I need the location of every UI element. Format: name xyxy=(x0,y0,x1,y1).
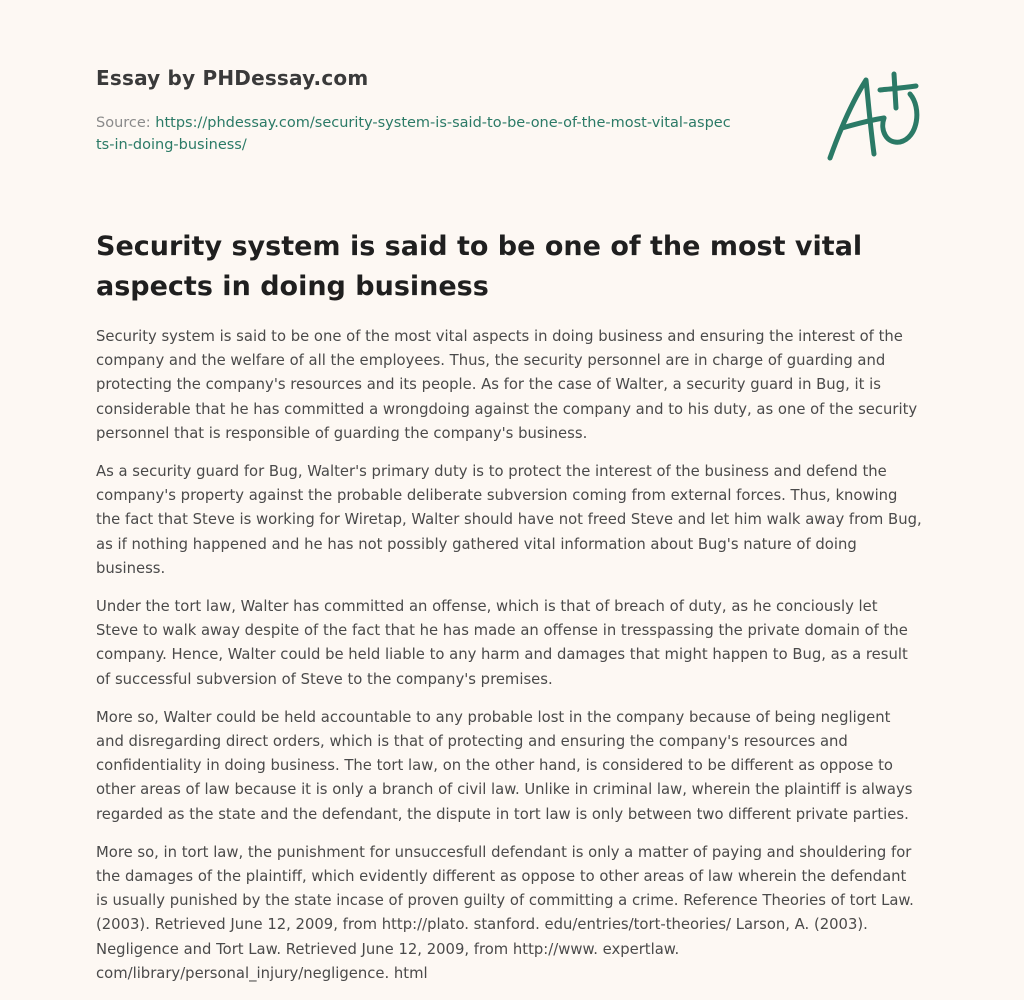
essay-body xyxy=(96,325,922,1000)
essay-paragraph: More so, in tort law, the punishment for unsuccesfull defendant is only a matter of paying and shouldering for the damages of the plaintiff, which evidently different as oppose to other areas of law wherein the defendant is usually punished by the state incase of proven guilty of committing a crime. Reference Theories of tort Law. (2003). Retrieved June 12, 2009, from http://plato. stanford. edu/entries/tort-theories/ Larson, A. (2003). Negligence and Tort Law. Retrieved June 12, 2009, from http://www. expertlaw. com/library/personal_injury/negligence. html xyxy=(96,843,914,982)
essay-paragraph: Under the tort law, Walter has committed an offense, which is that of breach of duty, as he conciously let Steve to walk away despite of the fact that he has made an offense in tresspassing the private domain of the company. Hence, Walter could be held liable to any harm and damages that might happen to Bug, as a result of successful subversion of Steve to the company's premises. xyxy=(96,598,908,688)
essay-paragraph: Security system is said to be one of the most vital aspects in doing business and ensuring the interest of the company and the welfare of all the employees. Thus, the security personnel are in charge of guarding and protecting the company's resources and its people. As for the case of Walter, a security guard in Bug, it is considerable that he has committed a wrongdoing against the company and to his duty, as one of the security personnel that is responsible of guarding the company's business. xyxy=(96,328,918,442)
essay-paragraph: As a security guard for Bug, Walter's primary duty is to protect the interest of the business and defend the company's property against the probable deliberate subversion coming from external forces. Thus, knowing the fact that Steve is working for Wiretap, Walter should have not freed Steve and let him walk away from Bug, as if nothing happened and he has not possibly gathered vital information about Bug's nature of doing business. xyxy=(96,463,922,577)
source-label: Source: xyxy=(96,115,156,131)
essay-title: Security system is said to be one of the most vital aspects in doing business xyxy=(96,231,863,302)
source-link[interactable]: https://phdessay.com/security-system-is-said-to-be-one-of-the-most-vital-aspects-in-doing-business/ xyxy=(96,115,731,153)
essay-paragraph: More so, Walter could be held accountable to any probable lost in the company because of being negligent and disregarding direct orders, which is that of protecting and ensuring the company's resources and confidentiality in doing business. The tort law, on the other hand, is considered to be different as oppose to other areas of law because it is only a branch of civil law. Unlike in criminal law, wherein the plaintiff is always regarded as the state and the defendant, the dispute in tort law is only between two different private parties. xyxy=(96,708,913,823)
source-line xyxy=(96,112,736,156)
site-title: Essay by PHDessay.com xyxy=(96,66,369,90)
a-plus-logo-icon xyxy=(822,68,926,164)
essay-page xyxy=(96,0,928,982)
page-header xyxy=(96,0,928,190)
